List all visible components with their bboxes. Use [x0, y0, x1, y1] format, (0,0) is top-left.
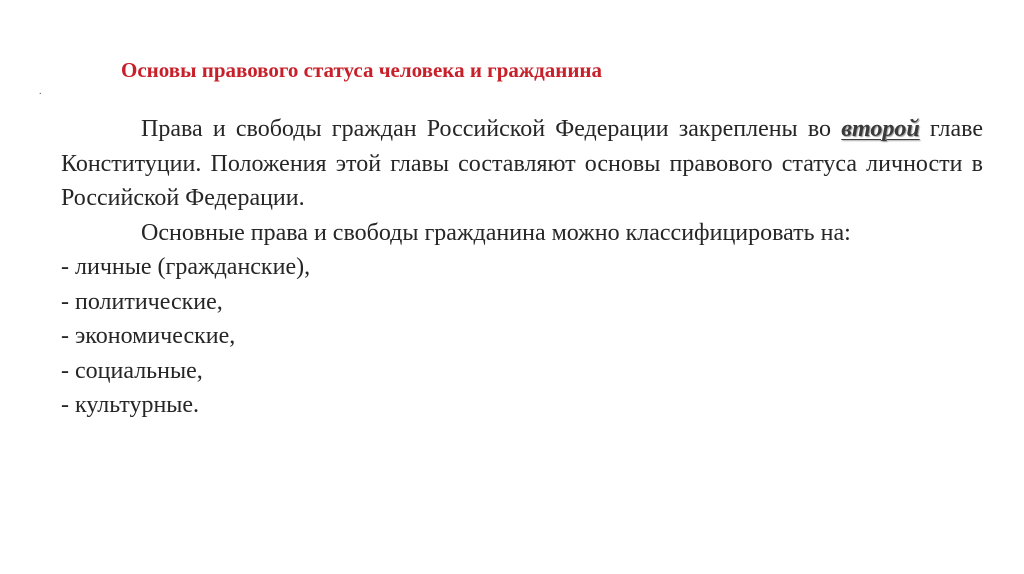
- paragraph-1-text-end: главе Конституции. Положения этой главы составляют основы правового статуса личности в Российской Федерации.: [61, 116, 983, 211]
- paragraph-constitution: [61, 112, 983, 216]
- paragraph-1-text-start: Права и свободы граждан Российской Федерации закреплены во: [141, 116, 842, 142]
- slide-marker: .: [39, 86, 42, 97]
- list-item-personal: - личные (гражданские),: [61, 254, 311, 280]
- rights-list: [61, 250, 983, 423]
- slide-title: Основы правового статуса человека и гражданина: [121, 58, 603, 82]
- emphasized-word: второй: [841, 116, 920, 142]
- paragraph-classification: Основные права и свободы гражданина можно классифицировать на:: [141, 219, 851, 246]
- list-item-economic: - экономические,: [61, 323, 236, 349]
- list-item-political: - политические,: [61, 288, 223, 315]
- list-item-social: - социальные,: [61, 357, 203, 384]
- list-item-cultural: - культурные.: [61, 392, 200, 418]
- slide-body: [61, 112, 983, 423]
